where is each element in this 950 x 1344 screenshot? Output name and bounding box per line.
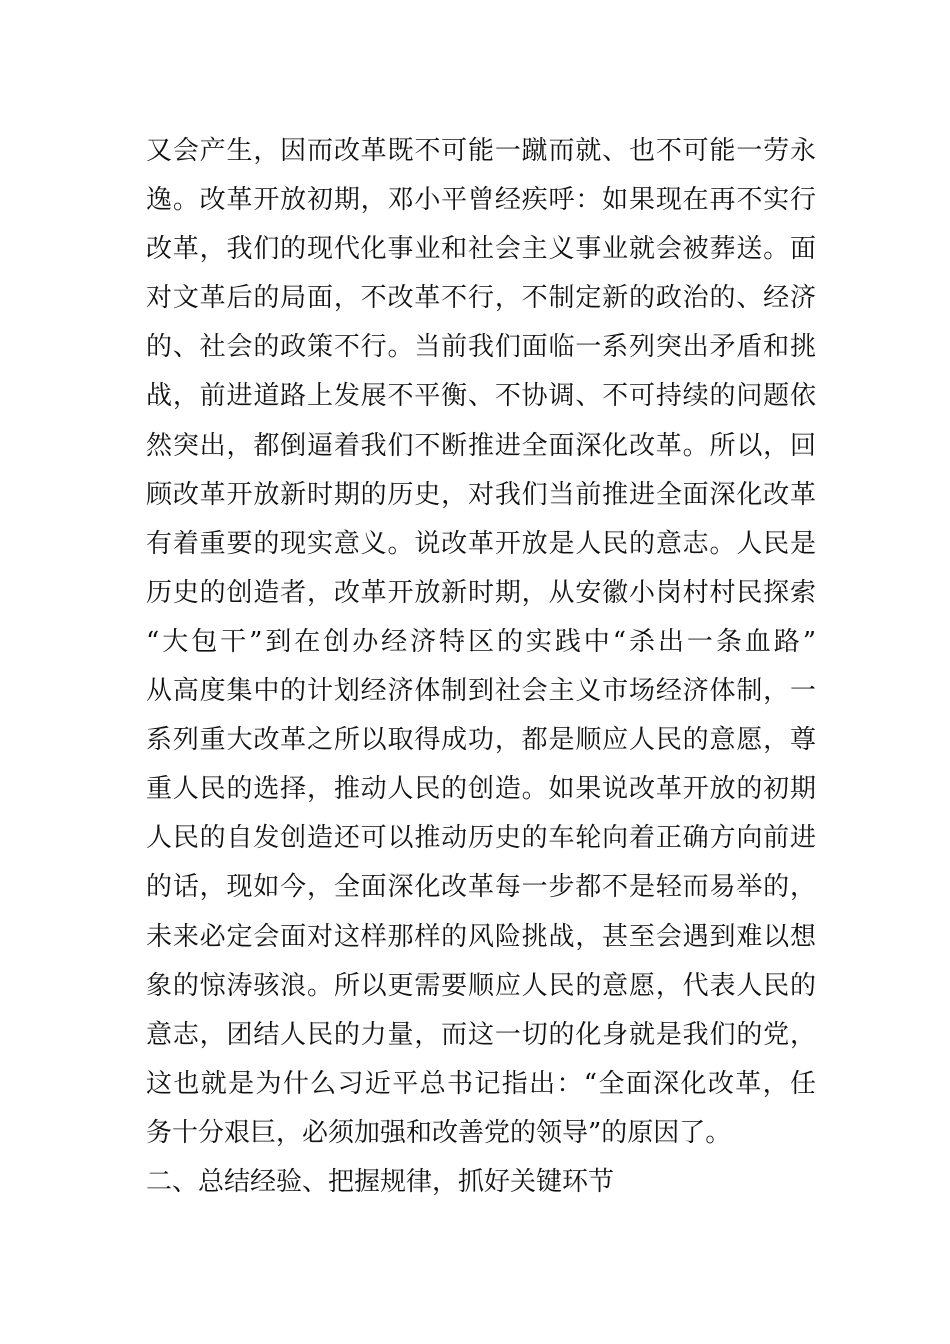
text-line: “大包干”到在创办经济特区的实践中“杀出一条血路” <box>146 626 816 657</box>
paragraph-last-line: 务十分艰巨，必须加强和改善党的领导”的原因了。 <box>146 1117 732 1148</box>
text-line: 战，前进道路上发展不平衡、不协调、不可持续的问题依 <box>146 381 816 412</box>
text-line: 然突出，都倒逼着我们不断推进全面深化改革。所以，回 <box>146 430 816 461</box>
text-line: 象的惊涛骇浪。所以更需要顺应人民的意愿，代表人民的 <box>146 970 816 1001</box>
section-heading: 二、总结经验、把握规律，抓好关键环节 <box>146 1166 615 1197</box>
body-text <box>146 127 816 1207</box>
text-line: 这也就是为什么习近平总书记指出：“全面深化改革，任 <box>146 1068 816 1099</box>
text-line: 的话，现如今，全面深化改革每一步都不是轻而易举的， <box>146 872 816 903</box>
text-line: 意志，团结人民的力量，而这一切的化身就是我们的党， <box>146 1019 816 1050</box>
text-line: 未来必定会面对这样那样的风险挑战，甚至会遇到难以想 <box>146 921 816 952</box>
text-line: 改革，我们的现代化事业和社会主义事业就会被葬送。面 <box>146 234 816 265</box>
text-line: 从高度集中的计划经济体制到社会主义市场经济体制，一 <box>146 676 816 707</box>
text-line: 历史的创造者，改革开放新时期，从安徽小岗村村民探索 <box>146 577 816 608</box>
text-line: 系列重大改革之所以取得成功，都是顺应人民的意愿，尊 <box>146 725 816 756</box>
text-line: 有着重要的现实意义。说改革开放是人民的意志。人民是 <box>146 528 816 559</box>
text-line: 顾改革开放新时期的历史，对我们当前推进全面深化改革 <box>146 479 816 510</box>
text-line: 重人民的选择，推动人民的创造。如果说改革开放的初期 <box>146 774 816 805</box>
text-line: 又会产生，因而改革既不可能一蹴而就、也不可能一劳永 <box>146 136 816 166</box>
text-line: 的、社会的政策不行。当前我们面临一系列突出矛盾和挑 <box>146 332 816 363</box>
text-line: 对文革后的局面，不改革不行，不制定新的政治的、经济 <box>146 283 816 314</box>
text-line: 逸。改革开放初期，邓小平曾经疾呼：如果现在再不实行 <box>146 185 816 216</box>
text-line: 人民的自发创造还可以推动历史的车轮向着正确方向前进 <box>146 823 816 854</box>
